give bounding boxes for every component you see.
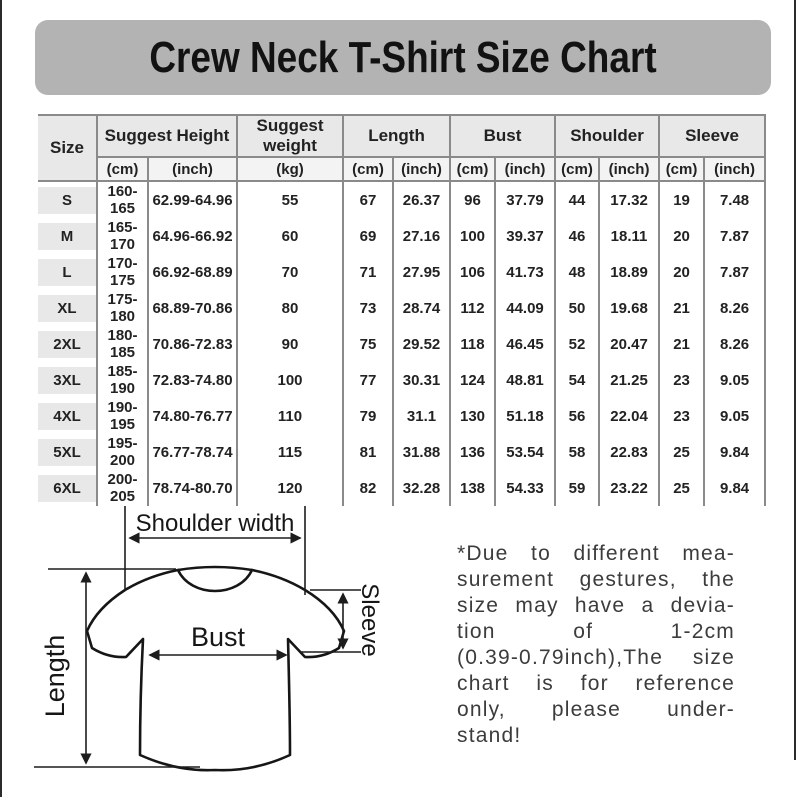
unit-weight-kg: (kg) [237, 157, 343, 181]
cell-value: 39.37 [495, 218, 555, 254]
cell-value: 19.68 [599, 290, 659, 326]
col-header-size: Size [38, 115, 97, 181]
cell-value: 130 [450, 398, 495, 434]
cell-value: 48.81 [495, 362, 555, 398]
cell-size-label [38, 254, 97, 290]
cell-value: 60 [237, 218, 343, 254]
cell-value: 37.79 [495, 181, 555, 218]
cell-value: 74.80-76.77 [148, 398, 237, 434]
cell-value: 75 [343, 326, 393, 362]
unit-length-inch: (inch) [393, 157, 450, 181]
disclaimer-line: only, please under- [457, 698, 735, 721]
cell-value: 64.96-66.92 [148, 218, 237, 254]
cell-value: 31.1 [393, 398, 450, 434]
cell-value: 70 [237, 254, 343, 290]
cell-value: 51.18 [495, 398, 555, 434]
cell-value: 20.47 [599, 326, 659, 362]
col-header-suggest-height: Suggest Height [97, 115, 237, 157]
tshirt-outline-drawing [87, 567, 344, 770]
cell-value: 9.84 [704, 470, 765, 506]
cell-value: 78.74-80.70 [148, 470, 237, 506]
cell-value: 69 [343, 218, 393, 254]
cell-value: 55 [237, 181, 343, 218]
cell-value: 62.99-64.96 [148, 181, 237, 218]
cell-value: 46.45 [495, 326, 555, 362]
size-chart-table-wrap [38, 114, 766, 506]
title-bar [35, 20, 771, 95]
disclaimer-line: size may have a devia- [457, 594, 735, 617]
cell-value: 58 [555, 434, 599, 470]
col-header-sleeve: Sleeve [659, 115, 765, 157]
cell-value: 76.77-78.74 [148, 434, 237, 470]
cell-value: 120 [237, 470, 343, 506]
cell-value: 70.86-72.83 [148, 326, 237, 362]
cell-value: 44.09 [495, 290, 555, 326]
table-row [38, 362, 765, 398]
col-header-shoulder: Shoulder [555, 115, 659, 157]
unit-height-inch: (inch) [148, 157, 237, 181]
cell-value: 32.28 [393, 470, 450, 506]
collar-inner-curve [178, 570, 252, 591]
cell-value: 20 [659, 218, 704, 254]
cell-value: 195-200 [97, 434, 148, 470]
table-row [38, 181, 765, 218]
size-chart-table [38, 114, 766, 506]
cell-size-label [38, 181, 97, 218]
col-header-bust: Bust [450, 115, 555, 157]
cell-value: 200-205 [97, 470, 148, 506]
table-header [38, 115, 765, 181]
cell-value: 56 [555, 398, 599, 434]
cell-value: 170-175 [97, 254, 148, 290]
cell-value: 18.11 [599, 218, 659, 254]
cell-value: 54 [555, 362, 599, 398]
cell-value: 21.25 [599, 362, 659, 398]
size-chip: S [38, 187, 96, 214]
cell-value: 20 [659, 254, 704, 290]
sleeve-label: Sleeve [356, 583, 383, 657]
table-row [38, 434, 765, 470]
size-chip: XL [38, 295, 96, 322]
cell-value: 73 [343, 290, 393, 326]
col-header-length: Length [343, 115, 450, 157]
cell-value: 28.74 [393, 290, 450, 326]
cell-value: 175-180 [97, 290, 148, 326]
size-chip: M [38, 223, 96, 250]
cell-value: 23 [659, 362, 704, 398]
cell-value: 7.48 [704, 181, 765, 218]
cell-size-label [38, 326, 97, 362]
photo-edge-line-right [794, 0, 796, 760]
cell-value: 110 [237, 398, 343, 434]
cell-value: 7.87 [704, 254, 765, 290]
cell-value: 71 [343, 254, 393, 290]
cell-value: 29.52 [393, 326, 450, 362]
size-chip: 6XL [38, 475, 96, 502]
cell-value: 8.26 [704, 290, 765, 326]
col-header-suggest-weight: Suggest weight [237, 115, 343, 157]
cell-value: 79 [343, 398, 393, 434]
cell-value: 17.32 [599, 181, 659, 218]
cell-value: 18.89 [599, 254, 659, 290]
unit-height-cm: (cm) [97, 157, 148, 181]
cell-value: 22.83 [599, 434, 659, 470]
cell-value: 21 [659, 290, 704, 326]
cell-value: 46 [555, 218, 599, 254]
cell-value: 54.33 [495, 470, 555, 506]
table-row [38, 290, 765, 326]
cell-value: 21 [659, 326, 704, 362]
size-table-body [38, 181, 765, 506]
cell-value: 31.88 [393, 434, 450, 470]
cell-value: 9.84 [704, 434, 765, 470]
bust-label: Bust [190, 622, 246, 652]
unit-shoulder-inch: (inch) [599, 157, 659, 181]
table-row [38, 326, 765, 362]
photo-edge-line-left [0, 0, 2, 797]
cell-value: 115 [237, 434, 343, 470]
cell-value: 27.16 [393, 218, 450, 254]
size-chip: 5XL [38, 439, 96, 466]
cell-value: 136 [450, 434, 495, 470]
cell-value: 59 [555, 470, 599, 506]
cell-value: 19 [659, 181, 704, 218]
cell-value: 50 [555, 290, 599, 326]
cell-value: 8.26 [704, 326, 765, 362]
cell-size-label [38, 218, 97, 254]
cell-value: 100 [237, 362, 343, 398]
cell-value: 165-170 [97, 218, 148, 254]
cell-value: 22.04 [599, 398, 659, 434]
cell-value: 190-195 [97, 398, 148, 434]
cell-value: 52 [555, 326, 599, 362]
cell-value: 67 [343, 181, 393, 218]
size-chip: 4XL [38, 403, 96, 430]
cell-value: 27.95 [393, 254, 450, 290]
unit-shoulder-cm: (cm) [555, 157, 599, 181]
tshirt-measurement-diagram [28, 498, 428, 798]
cell-size-label [38, 434, 97, 470]
table-row [38, 218, 765, 254]
table-row [38, 398, 765, 434]
disclaimer-line: chart is for reference [457, 672, 735, 695]
unit-sleeve-inch: (inch) [704, 157, 765, 181]
cell-value: 80 [237, 290, 343, 326]
cell-value: 138 [450, 470, 495, 506]
cell-value: 160-165 [97, 181, 148, 218]
cell-value: 180-185 [97, 326, 148, 362]
cell-value: 53.54 [495, 434, 555, 470]
cell-value: 44 [555, 181, 599, 218]
cell-value: 100 [450, 218, 495, 254]
cell-value: 26.37 [393, 181, 450, 218]
cell-value: 66.92-68.89 [148, 254, 237, 290]
cell-value: 25 [659, 470, 704, 506]
disclaimer-line: *Due to different mea- [457, 542, 735, 565]
cell-value: 185-190 [97, 362, 148, 398]
cell-value: 106 [450, 254, 495, 290]
disclaimer [457, 541, 735, 749]
header-unit-row [38, 157, 765, 181]
size-chip: 3XL [38, 367, 96, 394]
cell-value: 82 [343, 470, 393, 506]
cell-value: 118 [450, 326, 495, 362]
unit-sleeve-cm: (cm) [659, 157, 704, 181]
cell-size-label [38, 398, 97, 434]
cell-value: 9.05 [704, 362, 765, 398]
shoulder-width-label: Shoulder width [135, 510, 295, 537]
cell-value: 68.89-70.86 [148, 290, 237, 326]
disclaimer-line: surement gestures, the [457, 568, 735, 591]
cell-value: 9.05 [704, 398, 765, 434]
cell-value: 81 [343, 434, 393, 470]
cell-value: 25 [659, 434, 704, 470]
unit-bust-inch: (inch) [495, 157, 555, 181]
header-group-row [38, 115, 765, 157]
cell-value: 96 [450, 181, 495, 218]
cell-value: 30.31 [393, 362, 450, 398]
size-chip: L [38, 259, 96, 286]
unit-length-cm: (cm) [343, 157, 393, 181]
cell-value: 112 [450, 290, 495, 326]
cell-size-label [38, 362, 97, 398]
cell-value: 124 [450, 362, 495, 398]
length-label: Length [40, 634, 70, 718]
disclaimer-line: tion of 1-2cm [457, 620, 735, 643]
cell-value: 23.22 [599, 470, 659, 506]
cell-value: 41.73 [495, 254, 555, 290]
size-chip: 2XL [38, 331, 96, 358]
cell-value: 77 [343, 362, 393, 398]
cell-value: 23 [659, 398, 704, 434]
table-row [38, 254, 765, 290]
cell-value: 72.83-74.80 [148, 362, 237, 398]
unit-bust-cm: (cm) [450, 157, 495, 181]
disclaimer-line: (0.39-0.79inch),The size [457, 646, 735, 669]
cell-value: 7.87 [704, 218, 765, 254]
disclaimer-line: stand! [457, 724, 522, 747]
cell-value: 48 [555, 254, 599, 290]
cell-value: 90 [237, 326, 343, 362]
cell-size-label [38, 290, 97, 326]
page-title: Crew Neck T-Shirt Size Chart [149, 32, 657, 82]
